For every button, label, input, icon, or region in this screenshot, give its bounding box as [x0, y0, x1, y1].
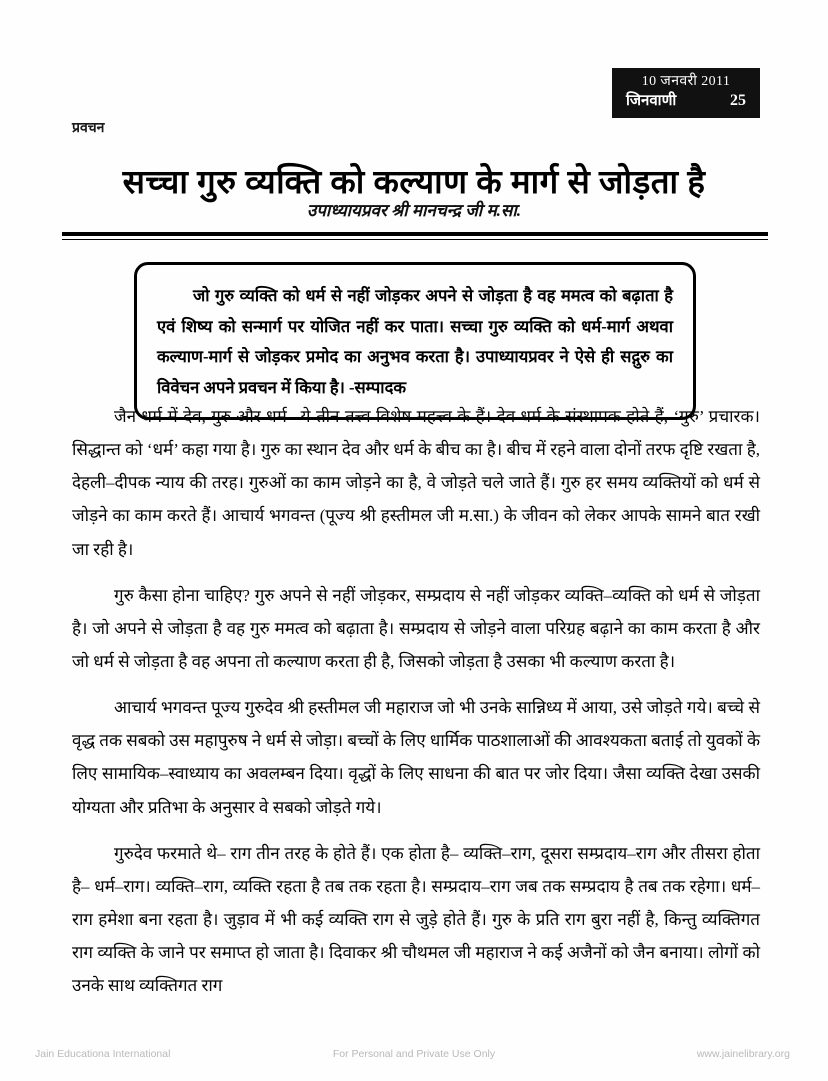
- footer-left-text: Jain Educationa International: [35, 1048, 171, 1060]
- article-body: [72, 400, 760, 1015]
- body-paragraph: आचार्य भगवन्त पूज्य गुरुदेव श्री हस्तीमल जी महाराज जो भी उनके सान्निध्य में आया, उसे जोड़ते गये। बच्चे से वृद्ध तक सबको उस महापुरुष ने धर्म से जोड़ा। बच्चों के लिए धार्मिक पाठशालाओं की आवश्यकता बताई तो युवकों के लिए सामायिक–स्वाध्याय का अवलम्बन दिया। वृद्धों के लिए साधना की बात पर जोर दिया। जैसा व्यक्ति देखा उसकी योग्यता और प्रतिभा के अनुसार वे सबको जोड़ते गये।: [72, 698, 760, 817]
- issue-info-box: [612, 68, 760, 118]
- section-kicker: प्रवचन: [72, 121, 105, 136]
- magazine-name: जिनवाणी: [626, 93, 677, 110]
- divider-thick: [62, 232, 768, 236]
- divider-thin: [62, 239, 768, 240]
- body-paragraph: गुरुदेव फरमाते थे– राग तीन तरह के होते हैं। एक होता है– व्यक्ति–राग, दूसरा सम्प्रदाय–राग और तीसरा होता है– धर्म–राग। व्यक्ति–राग, व्यक्ति रहता है तब तक रहता है। सम्प्रदाय–राग जब तक सम्प्रदाय है तब तक रहेगा। धर्म–राग हमेशा बना रहता है। जुड़ाव में भी कई व्यक्ति राग से जुड़े होते हैं। गुरु के प्रति राग बुरा नहीं है, किन्तु व्यक्तिगत राग व्यक्ति के जाने पर समाप्त हो जाता है। दिवाकर श्री चौथमल जी महाराज ने कई अजैनों को जैन बनाया। लोगों को उनके साथ व्यक्तिगत राग: [72, 843, 760, 996]
- page-title: सच्चा गुरु व्यक्ति को कल्याण के मार्ग से जोड़ता है: [122, 165, 706, 202]
- callout-text: जो गुरु व्यक्ति को धर्म से नहीं जोड़कर अपने से जोड़ता है वह ममत्व को बढ़ाता है एवं शिष्य को सन्मार्ग पर योजित नहीं कर पाता। सच्चा गुरु व्यक्ति को धर्म-मार्ग अथवा कल्याण-मार्ग से जोड़कर प्रमोद का अनुभव करता है। उपाध्यायप्रवर ने ऐसे ही सद्गुरु का विवेचन अपने प्रवचन में किया है।: [157, 286, 673, 397]
- page-number: 25: [730, 92, 746, 110]
- body-paragraph: जैन धर्म में देव, गुरु और धर्म– ये तीन तत्त्व विशेष महत्त्व के हैं। देव धर्म के संस्थापक होते हैं, ‘गुरु’ प्रचारक। सिद्धान्त को ‘धर्म’ कहा गया है। गुरु का स्थान देव और धर्म के बीच का है। बीच में रहने वाला दोनों तरफ दृष्टि रखता है, देहली–दीपक न्याय की तरह। गुरुओं का काम जोड़ने का है, वे जोड़ते चले जाते हैं। गुरु हर समय व्यक्तियों को धर्म से जोड़ने का काम करते हैं। आचार्य भगवन्त (पूज्य श्री हस्तीमल जी म.सा.) के जीवन को लेकर आपके सामने बात रखी जा रही है।: [72, 407, 760, 559]
- callout-attribution: -सम्पादक: [349, 377, 407, 397]
- footer-right-link[interactable]: www.jainelibrary.org: [696, 1048, 790, 1060]
- author-byline: उपाध्यायप्रवर श्री मानचन्द्र जी म.सा.: [306, 201, 522, 220]
- issue-date: 10 जनवरी 2011: [641, 74, 731, 89]
- issue-name-page-row: [622, 92, 750, 110]
- callout-paragraph: [157, 281, 673, 403]
- page-footer: [0, 1046, 828, 1080]
- footer-center-text: For Personal and Private Use Only: [332, 1048, 496, 1060]
- editor-callout-box: [134, 262, 696, 420]
- body-paragraph: गुरु कैसा होना चाहिए? गुरु अपने से नहीं जोड़कर, सम्प्रदाय से नहीं जोड़कर व्यक्ति–व्यक्ति को धर्म से जोड़ता है। जो अपने से जोड़ता है वह गुरु ममत्व को बढ़ाता है। सम्प्रदाय से जोड़ने वाला परिग्रह बढ़ाने का काम करता है और जो धर्म से जोड़ता है वह अपना तो कल्याण करता ही है, जिसको जोड़ता है उसका भी कल्याण करता है।: [72, 585, 760, 671]
